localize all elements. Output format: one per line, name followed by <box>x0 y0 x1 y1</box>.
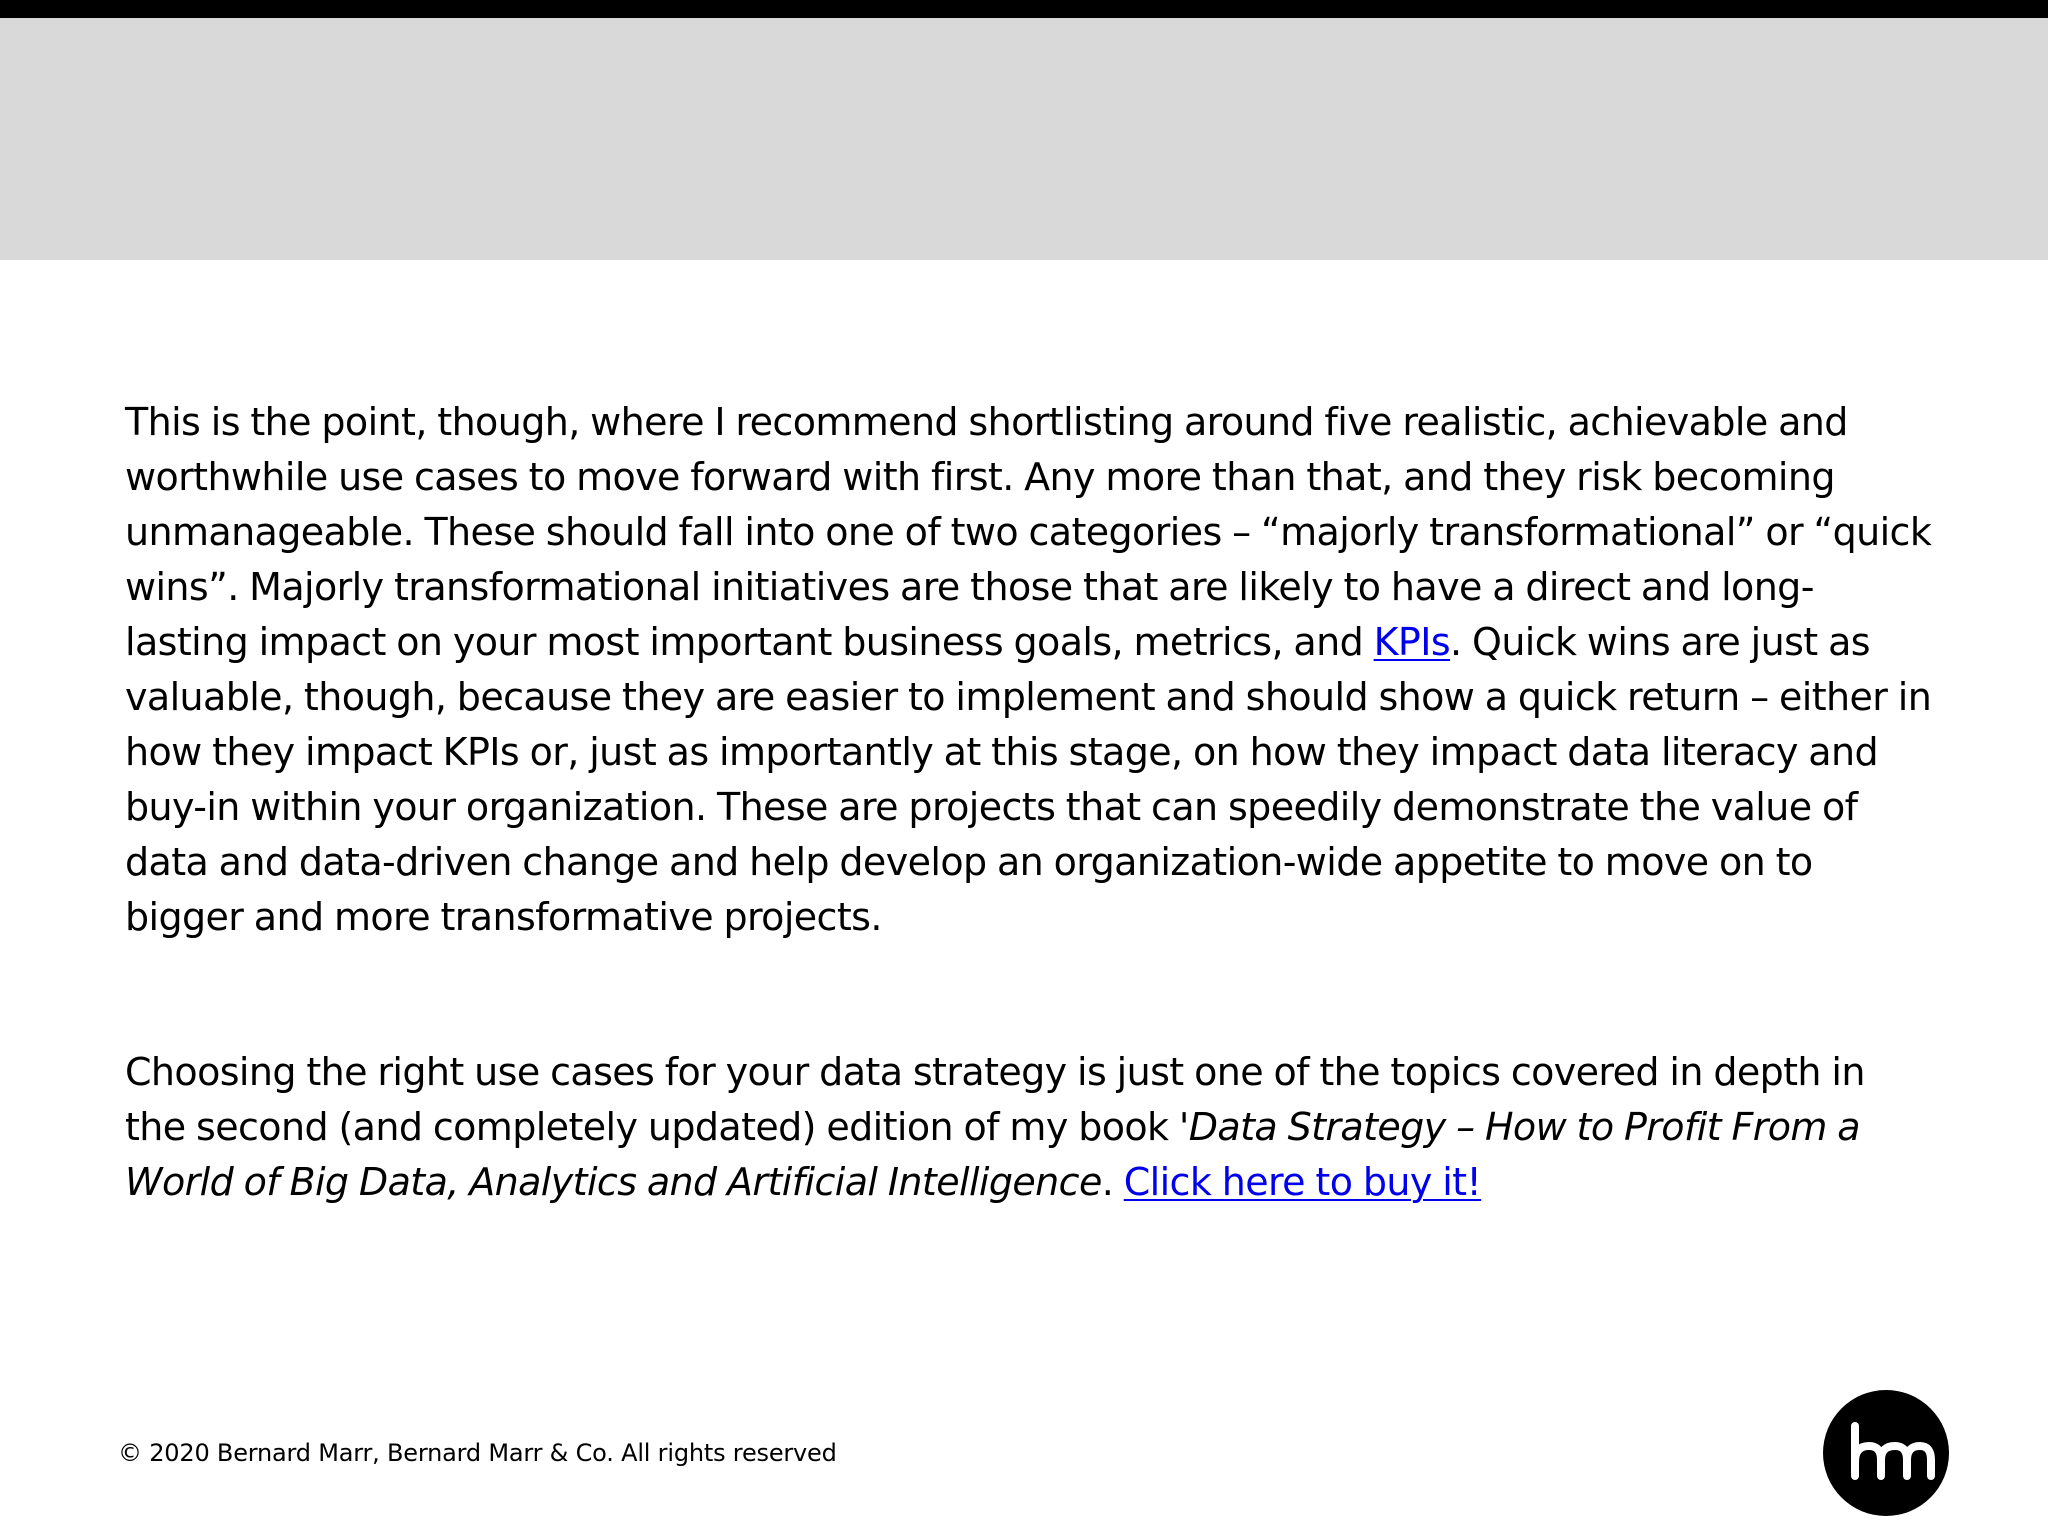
buy-book-link[interactable]: Click here to buy it! <box>1123 1160 1482 1204</box>
bm-logo-icon <box>1823 1390 1949 1516</box>
bm-logo-mark <box>1823 1390 1949 1516</box>
copyright-notice: © 2020 Bernard Marr, Bernard Marr & Co. All rights reserved <box>118 1439 837 1467</box>
paragraph-text: . <box>1101 1160 1124 1204</box>
paragraph-text: This is the point, though, where I recommend shortlisting around five realistic, achievable and worthwhile use cases to move forward with first. Any more than that, and they risk becoming unmanageable. These should fall into one of two categories – “majorly transformational” or “quick wins”. Majorly transformational initiatives are those that are likely to have a direct and long-lasting impact on your most important business goals, metrics, and <box>125 400 1932 664</box>
book-quote-mark: ' <box>1178 1105 1189 1149</box>
article-body <box>125 395 1935 1210</box>
kpis-link[interactable]: KPIs <box>1373 620 1451 664</box>
paragraph-use-cases <box>125 395 1935 945</box>
book-title: Data Strategy – How to Profit From a World of Big Data, Analytics and Artificial Intelligence <box>125 1105 1860 1204</box>
paragraph-text: . Quick wins are just as valuable, though, because they are easier to implement and should show a quick return – either in how they impact KPIs or, just as importantly at this stage, on how they impact data literacy and buy-in within your organization. These are projects that can speedily demonstrate the value of data and data-driven change and help develop an organization-wide appetite to move on to bigger and more transformative projects. <box>125 620 1932 939</box>
top-bar <box>0 0 2048 18</box>
paragraph-book-promo <box>125 1045 1935 1210</box>
paragraph-text: Choosing the right use cases for your data strategy is just one of the topics covered in depth in the second (and completely updated) edition of my book <box>125 1050 1865 1149</box>
header-banner <box>0 18 2048 260</box>
